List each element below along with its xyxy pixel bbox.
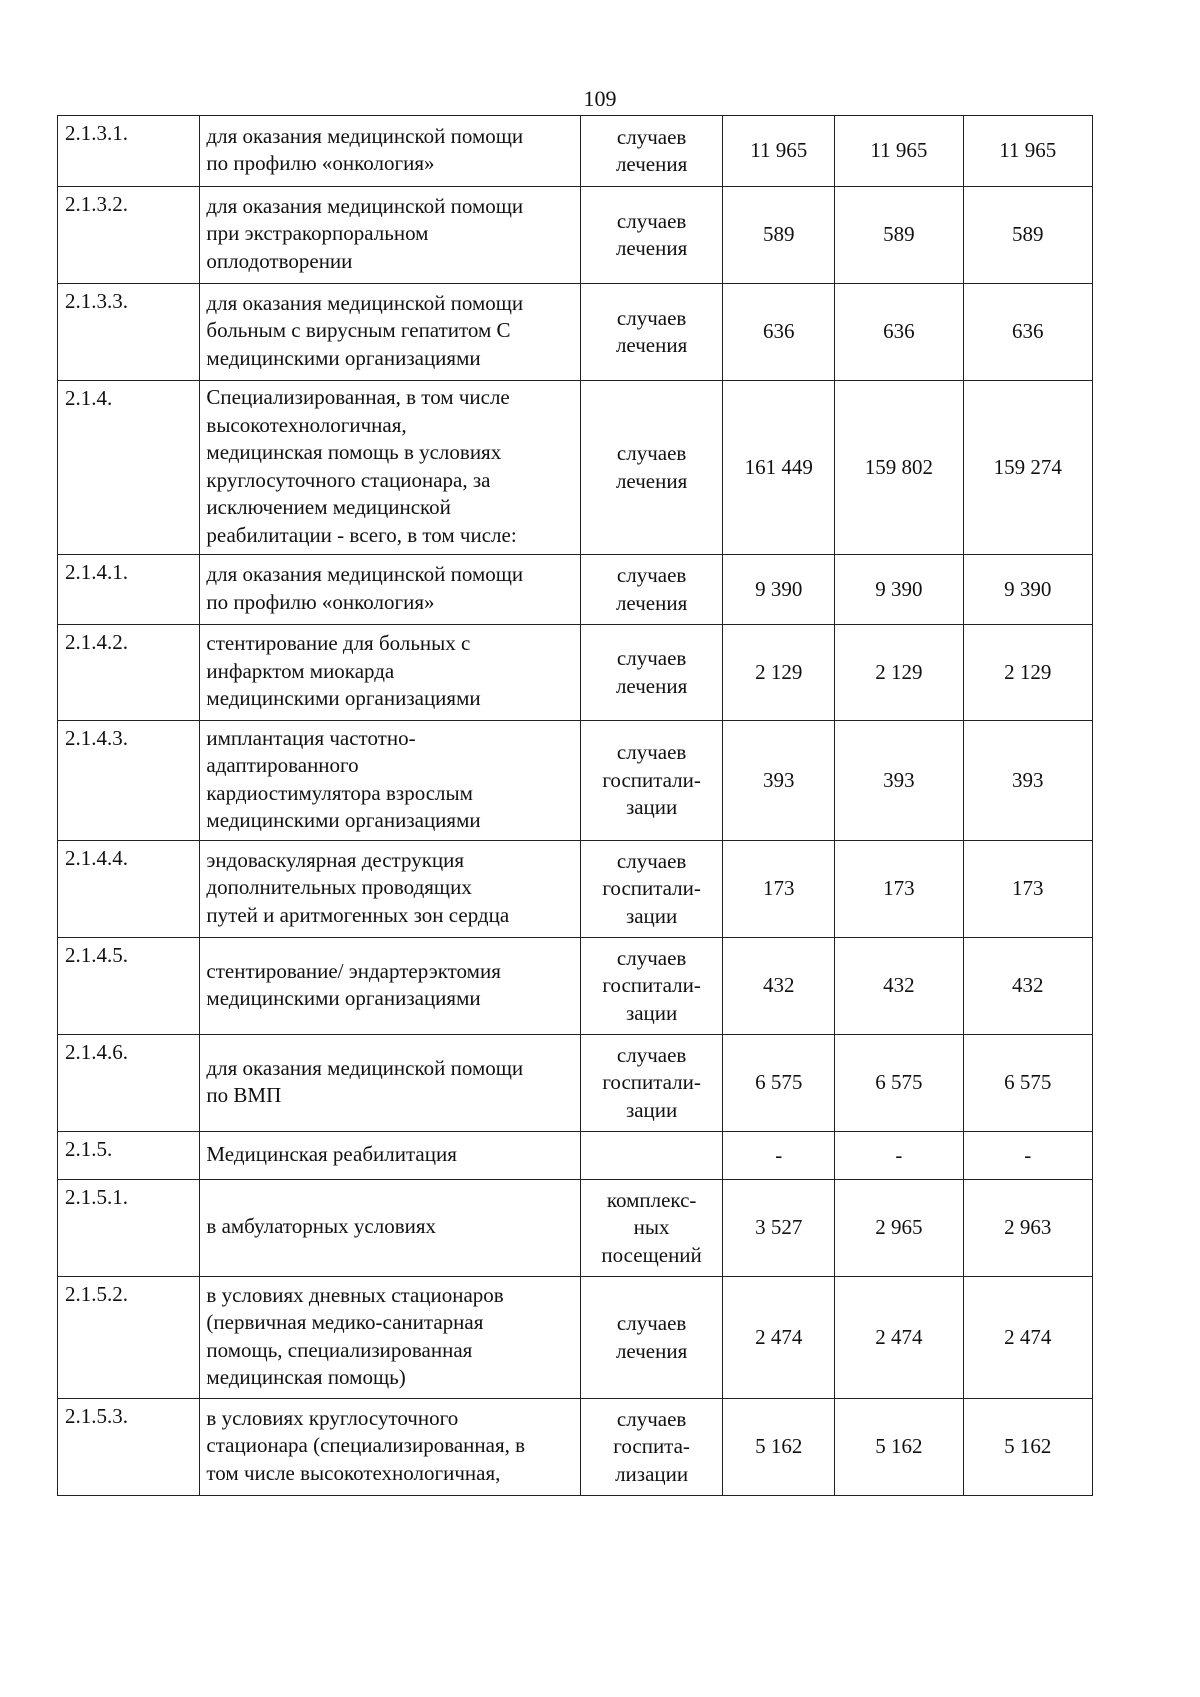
row-number: 2.1.5.2.: [58, 1277, 200, 1399]
row-number: 2.1.4.3.: [58, 721, 200, 841]
row-unit-line: лечения: [615, 673, 688, 698]
row-name-line: медицинскими организациями: [206, 345, 481, 370]
row-name-line: эндоваскулярная деструкция: [206, 847, 465, 872]
row-name: [200, 938, 581, 1035]
row-value-1: 11 965: [723, 116, 835, 187]
row-name-line: реабилитации - всего, в том числе:: [206, 522, 517, 547]
row-name: [200, 1132, 581, 1180]
row-unit-line: лечения: [615, 590, 688, 615]
row-name-line: медицинскими организациями: [206, 808, 481, 832]
row-unit: [580, 938, 722, 1035]
row-unit: [580, 187, 722, 284]
row-value-1: 161 449: [723, 381, 835, 555]
row-unit-line: ных: [633, 1215, 670, 1240]
row-unit-line: посещений: [601, 1242, 702, 1267]
row-number: 2.1.3.2.: [58, 187, 200, 284]
row-unit: [580, 1277, 722, 1399]
page-number: 109: [583, 86, 617, 111]
row-number: 2.1.4.: [58, 381, 200, 555]
row-name: [200, 841, 581, 938]
table-row: [58, 381, 1093, 555]
row-value-2: 2 965: [835, 1180, 963, 1277]
row-name-line: Медицинская реабилитация: [206, 1141, 457, 1166]
row-value-3: 432: [963, 938, 1092, 1035]
row-value-2: 636: [835, 284, 963, 381]
row-name: [200, 721, 581, 841]
row-name-line: для оказания медицинской помощи: [206, 290, 524, 315]
row-name-line: стационара (специализированная, в: [206, 1433, 526, 1458]
row-unit-line: случаев: [616, 1311, 687, 1335]
row-unit: [580, 381, 722, 555]
row-name: [200, 381, 581, 555]
row-name-line: в условиях дневных стационаров: [206, 1282, 504, 1307]
row-value-1: 2 474: [723, 1277, 835, 1399]
data-table: [57, 115, 1093, 1496]
row-value-2: 159 802: [835, 381, 963, 555]
row-name-line: медицинскими организациями: [206, 986, 481, 1010]
row-name-line: по профилю «онкология»: [206, 151, 435, 175]
row-name-line: медицинская помощь в условиях: [206, 440, 502, 464]
row-name-line: путей и аритмогенных зон сердца: [206, 902, 510, 927]
row-unit-line: случаев: [616, 848, 687, 873]
row-unit-line: лечения: [615, 468, 688, 493]
row-value-2: 11 965: [835, 116, 963, 187]
row-name-line: инфарктом миокарда: [206, 658, 395, 683]
table-row: [58, 1180, 1093, 1277]
row-unit-line: лечения: [615, 152, 688, 176]
row-value-2: 5 162: [835, 1399, 963, 1496]
row-name-line: (первичная медико-санитарная: [206, 1310, 484, 1334]
row-name-line: адаптированного: [206, 753, 359, 777]
row-unit-line: случаев: [616, 441, 687, 465]
row-name: [200, 1399, 581, 1496]
row-value-1: 6 575: [723, 1035, 835, 1132]
row-value-3: 159 274: [963, 381, 1092, 555]
row-name-line: медицинскими организациями: [206, 686, 481, 711]
table-row: [58, 721, 1093, 841]
row-name-line: при экстракорпоральном: [206, 221, 429, 246]
row-value-1: 5 162: [723, 1399, 835, 1496]
row-value-1: 2 129: [723, 625, 835, 721]
row-number: 2.1.3.3.: [58, 284, 200, 381]
row-name: [200, 1180, 581, 1277]
row-unit-line: случаев: [616, 563, 687, 587]
row-name-line: круглосуточного стационара, за: [206, 467, 491, 492]
row-name-line: высокотехнологичная,: [206, 412, 407, 437]
row-unit-line: госпитали-: [602, 876, 701, 901]
table-row: [58, 187, 1093, 284]
row-value-2: 2 129: [835, 625, 963, 721]
row-name: [200, 187, 581, 284]
row-value-3: -: [963, 1132, 1092, 1180]
table-row: [58, 1277, 1093, 1399]
row-name-line: кардиостимулятора взрослым: [206, 780, 473, 805]
row-unit-line: случаев: [616, 1042, 687, 1067]
row-value-3: 2 474: [963, 1277, 1092, 1399]
row-value-2: 589: [835, 187, 963, 284]
row-name-line: помощь, специализированная: [206, 1337, 473, 1362]
row-name-line: стентирование для больных с: [206, 631, 471, 656]
table-row: [58, 938, 1093, 1035]
row-name-line: в амбулаторных условиях: [206, 1214, 437, 1239]
row-value-3: 636: [963, 284, 1092, 381]
row-number: 2.1.5.1.: [58, 1180, 200, 1277]
row-name: [200, 1035, 581, 1132]
row-name-line: для оказания медицинской помощи: [206, 193, 524, 218]
row-unit: [580, 841, 722, 938]
row-value-3: 6 575: [963, 1035, 1092, 1132]
row-name: [200, 625, 581, 721]
row-name: [200, 284, 581, 381]
row-unit-line: зации: [625, 795, 678, 820]
row-unit-line: госпитали-: [602, 973, 701, 998]
row-unit: [580, 1132, 722, 1180]
row-number: 2.1.4.4.: [58, 841, 200, 938]
row-unit-line: госпита-: [613, 1434, 690, 1459]
row-name-line: медицинская помощь): [206, 1365, 406, 1389]
row-name-line: дополнительных проводящих: [206, 875, 472, 900]
row-unit-line: лизации: [615, 1461, 689, 1486]
row-value-3: 589: [963, 187, 1092, 284]
row-name-line: исключением медицинской: [206, 495, 451, 519]
row-name-line: по ВМП: [206, 1083, 282, 1107]
row-unit-line: случаев: [616, 208, 687, 233]
row-name: [200, 116, 581, 187]
row-value-2: 432: [835, 938, 963, 1035]
row-value-3: 2 963: [963, 1180, 1092, 1277]
table-row: [58, 116, 1093, 187]
row-unit-line: госпитали-: [602, 1070, 701, 1095]
row-value-3: 173: [963, 841, 1092, 938]
row-unit: [580, 721, 722, 841]
table-row: [58, 625, 1093, 721]
row-number: 2.1.5.3.: [58, 1399, 200, 1496]
row-unit-line: госпитали-: [602, 767, 701, 792]
row-unit: [580, 1180, 722, 1277]
row-unit-line: лечения: [615, 236, 688, 260]
row-unit: [580, 116, 722, 187]
row-number: 2.1.4.5.: [58, 938, 200, 1035]
row-unit-line: зации: [625, 1097, 678, 1122]
row-unit-line: лечения: [615, 1338, 688, 1363]
row-value-1: 173: [723, 841, 835, 938]
row-name-line: для оказания медицинской помощи: [206, 123, 524, 148]
row-name-line: оплодотворении: [206, 248, 353, 273]
row-value-1: -: [723, 1132, 835, 1180]
row-value-2: 2 474: [835, 1277, 963, 1399]
row-name-line: по профилю «онкология»: [206, 589, 435, 614]
row-number: 2.1.4.1.: [58, 555, 200, 625]
row-unit: [580, 625, 722, 721]
row-value-3: 393: [963, 721, 1092, 841]
row-name-line: для оказания медицинской помощи: [206, 1055, 524, 1080]
row-number: 2.1.4.2.: [58, 625, 200, 721]
row-value-2: 173: [835, 841, 963, 938]
row-value-2: 6 575: [835, 1035, 963, 1132]
row-unit-line: лечения: [615, 333, 688, 357]
table-row: [58, 1132, 1093, 1180]
row-unit: [580, 555, 722, 625]
row-unit-line: случаев: [616, 305, 687, 330]
row-unit-line: случаев: [616, 740, 687, 765]
row-name-line: для оказания медицинской помощи: [206, 562, 524, 586]
row-value-3: 2 129: [963, 625, 1092, 721]
row-unit-line: зации: [625, 903, 678, 928]
row-number: 2.1.5.: [58, 1132, 200, 1180]
row-number: 2.1.4.6.: [58, 1035, 200, 1132]
row-value-1: 636: [723, 284, 835, 381]
row-number: 2.1.3.1.: [58, 116, 200, 187]
row-name-line: стентирование/ эндартерэктомия: [206, 958, 501, 983]
row-unit: [580, 284, 722, 381]
row-unit-line: случаев: [616, 1406, 687, 1431]
table-row: [58, 284, 1093, 381]
row-value-2: 393: [835, 721, 963, 841]
row-value-3: 5 162: [963, 1399, 1092, 1496]
row-unit-line: случаев: [616, 945, 687, 970]
table-row: [58, 1399, 1093, 1496]
row-unit-line: случаев: [616, 124, 687, 149]
row-name-line: в условиях круглосуточного: [206, 1405, 459, 1430]
row-value-1: 3 527: [723, 1180, 835, 1277]
row-name-line: больным с вирусным гепатитом С: [206, 318, 511, 343]
row-name: [200, 1277, 581, 1399]
row-name-line: Специализированная, в том числе: [206, 385, 510, 409]
row-name: [200, 555, 581, 625]
row-value-1: 393: [723, 721, 835, 841]
table-row: [58, 841, 1093, 938]
row-unit-line: комплекс-: [606, 1187, 697, 1212]
row-name-line: том числе высокотехнологичная,: [206, 1460, 501, 1485]
row-unit-line: случаев: [616, 646, 687, 670]
row-unit: [580, 1035, 722, 1132]
row-value-2: -: [835, 1132, 963, 1180]
row-value-1: 589: [723, 187, 835, 284]
row-value-2: 9 390: [835, 555, 963, 625]
row-value-1: 9 390: [723, 555, 835, 625]
row-name-line: имплантация частотно-: [206, 725, 416, 750]
table-row: [58, 1035, 1093, 1132]
row-value-1: 432: [723, 938, 835, 1035]
row-value-3: 11 965: [963, 116, 1092, 187]
table-row: [58, 555, 1093, 625]
row-value-3: 9 390: [963, 555, 1092, 625]
row-unit: [580, 1399, 722, 1496]
row-unit-line: зации: [625, 1000, 678, 1025]
